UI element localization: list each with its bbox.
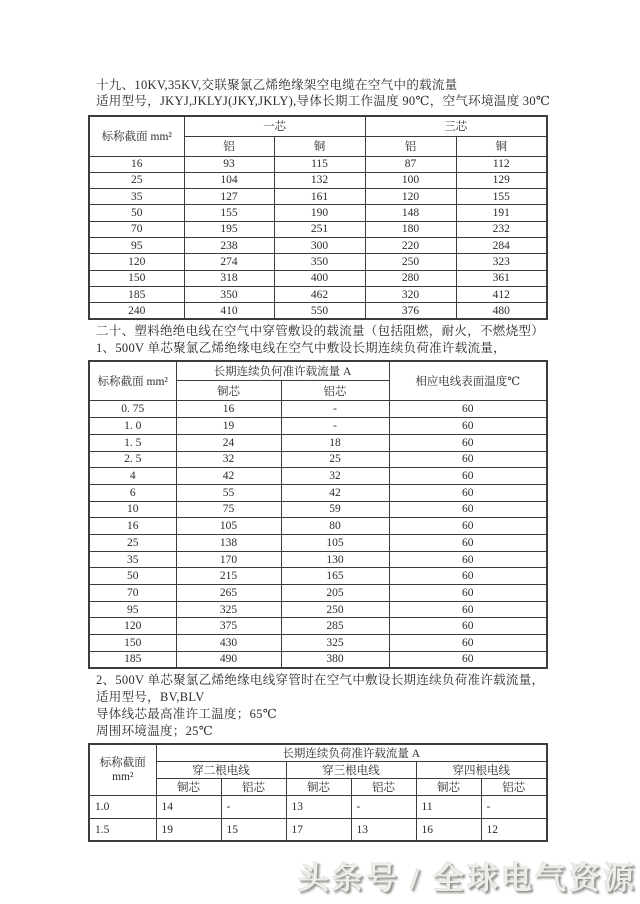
table-cell: 238 [184, 237, 274, 253]
table-cell: 80 [281, 518, 389, 535]
section20-title: 二十、塑料绝绝电线在空气中穿管敷设的载流量（包括阻燃，耐火，不燃烧型） [96, 323, 545, 338]
column-header-aluminum-core: 铝芯 [281, 381, 389, 401]
table-cell: 274 [184, 254, 274, 270]
table-row [89, 501, 547, 518]
table-cell: 12 [481, 818, 547, 841]
table-cell: 15 [221, 818, 286, 841]
table-row [89, 303, 547, 319]
table-cell: 323 [456, 254, 547, 270]
column-header-section: 标称截面 mm² [89, 361, 176, 401]
table-cell: 265 [176, 585, 281, 602]
column-header-copper-core: 铜芯 [156, 778, 221, 795]
column-header-aluminum: 铝 [184, 136, 274, 156]
table-row [89, 286, 547, 302]
table-cell: 13 [351, 818, 416, 841]
table-cell: 60 [389, 651, 547, 668]
table-cell: 50 [89, 568, 176, 585]
table-cell: 1. 0 [89, 418, 176, 435]
column-header-three-wires: 穿三根电线 [286, 761, 416, 778]
table-row [89, 237, 547, 253]
table-cell: 132 [274, 172, 365, 188]
column-header-aluminum-core: 铝芯 [481, 778, 547, 795]
table-cell: 205 [281, 585, 389, 602]
column-header-aluminum-core: 铝芯 [221, 778, 286, 795]
table-cell: 4 [89, 468, 176, 485]
table-cell: 24 [176, 434, 281, 451]
column-header-copper-core: 铜芯 [176, 381, 281, 401]
table-row [89, 568, 547, 585]
table-cell: 190 [274, 205, 365, 221]
table-cell: 155 [184, 205, 274, 221]
table-subheader-row [89, 761, 547, 778]
table-cell: 60 [389, 601, 547, 618]
table-cell: - [281, 401, 389, 418]
table-cell: 430 [176, 635, 281, 652]
table-cell: 6 [89, 484, 176, 501]
table-row [89, 189, 547, 205]
table-row [89, 635, 547, 652]
table-cell: 17 [286, 818, 351, 841]
table-cell: 11 [416, 795, 481, 818]
table-cell: 93 [184, 156, 274, 172]
column-header-copper-core: 铜芯 [286, 778, 351, 795]
column-header-single-core: 一芯 [184, 116, 365, 136]
table-cell: 232 [456, 221, 547, 237]
table-cell: 350 [274, 254, 365, 270]
table-row [89, 401, 547, 418]
table-cell: 284 [456, 237, 547, 253]
table-row [89, 468, 547, 485]
table-cell: 50 [89, 205, 184, 221]
table-overhead-cable-ampacity [88, 115, 548, 320]
table-row [89, 434, 547, 451]
table-cell: 75 [176, 501, 281, 518]
column-header-copper: 铜 [274, 136, 365, 156]
section20-item2-line1: 2、500V 单芯聚氯乙烯绝缘电线穿管时在空气中敷设长期连续负荷准许载流量， [96, 672, 545, 687]
table-cell: - [351, 795, 416, 818]
section20-item2-line4: 周围环境温度；25℃ [96, 723, 213, 738]
table-cell: 480 [456, 303, 547, 319]
table-cell: 32 [281, 468, 389, 485]
table-cell: 325 [281, 635, 389, 652]
column-header-copper: 铜 [456, 136, 547, 156]
table-row [89, 651, 547, 668]
table-cell: 60 [389, 534, 547, 551]
table-cell: 105 [176, 518, 281, 535]
table-cell: 350 [184, 286, 274, 302]
table-cell: 19 [156, 818, 221, 841]
column-header-copper-core: 铜芯 [416, 778, 481, 795]
table-cell: 60 [389, 618, 547, 635]
table-cell: 120 [89, 618, 176, 635]
table-cell: 150 [89, 635, 176, 652]
table-row [89, 585, 547, 602]
table-cell: 16 [176, 401, 281, 418]
table-cell: 0. 75 [89, 401, 176, 418]
table-cell: 2. 5 [89, 451, 176, 468]
table-row [89, 518, 547, 535]
table-cell: 42 [281, 484, 389, 501]
table-cell: 320 [365, 286, 456, 302]
table-cell: 161 [274, 189, 365, 205]
table-cell: 1.0 [89, 795, 156, 818]
table-row [89, 172, 547, 188]
table-row [89, 601, 547, 618]
table-cell: 13 [286, 795, 351, 818]
table-cell: 70 [89, 221, 184, 237]
table-cell: 60 [389, 484, 547, 501]
table-cell: 60 [389, 401, 547, 418]
table-header-row [89, 744, 547, 762]
column-header-three-core: 三芯 [365, 116, 547, 136]
table-cell: 10 [89, 501, 176, 518]
table-cell: 60 [389, 468, 547, 485]
table-row [89, 156, 547, 172]
table-cell: 490 [176, 651, 281, 668]
table-cell: 300 [274, 237, 365, 253]
table-cell: 105 [281, 534, 389, 551]
table-cell: 32 [176, 451, 281, 468]
table-cell: 14 [156, 795, 221, 818]
table-cell: 18 [281, 434, 389, 451]
section19-subtitle: 适用型号，JKYJ,JKLYJ(JKY,JKLY),导体长期工作温度 90℃，空气环境温度 30℃ [96, 94, 551, 108]
section20-item2-line3: 导体线芯最高准许工温度；65℃ [96, 706, 277, 721]
table-cell: 87 [365, 156, 456, 172]
table-cell: - [281, 418, 389, 435]
table-cell: 129 [456, 172, 547, 188]
table-cell: 127 [184, 189, 274, 205]
table-cell: 240 [89, 303, 184, 319]
table-cell: 215 [176, 568, 281, 585]
table-cell: 462 [274, 286, 365, 302]
table-cell: 195 [184, 221, 274, 237]
table-cell: 70 [89, 585, 176, 602]
table-row [89, 795, 547, 818]
table-cell: 112 [456, 156, 547, 172]
table-cell: 95 [89, 601, 176, 618]
column-header-section: 标称截面 mm² [89, 116, 184, 156]
table-cell: 95 [89, 237, 184, 253]
table-cell: 130 [281, 551, 389, 568]
table-cell: 380 [281, 651, 389, 668]
table-header-row [89, 116, 547, 136]
table-row [89, 451, 547, 468]
table-cell: 25 [89, 534, 176, 551]
table-cell: 361 [456, 270, 547, 286]
table-cell: 325 [176, 601, 281, 618]
table-cell: 115 [274, 156, 365, 172]
table-cell: 376 [365, 303, 456, 319]
table-cell: 375 [176, 618, 281, 635]
table-cell: 170 [176, 551, 281, 568]
table-cell: 250 [365, 254, 456, 270]
table-wire-in-air-ampacity [88, 360, 548, 669]
table-cell: 1. 5 [89, 434, 176, 451]
table-cell: 16 [89, 518, 176, 535]
table-cell: 60 [389, 518, 547, 535]
table-row [89, 551, 547, 568]
table-cell: 185 [89, 286, 184, 302]
table-cell: - [481, 795, 547, 818]
table-cell: 16 [89, 156, 184, 172]
table-row [89, 221, 547, 237]
table-cell: 16 [416, 818, 481, 841]
table-cell: 25 [89, 172, 184, 188]
section19-title: 十九、10KV,35KV,交联聚氯乙烯绝缘架空电缆在空气中的载流量 [96, 78, 458, 92]
table-cell: 412 [456, 286, 547, 302]
table-cell: 165 [281, 568, 389, 585]
table-cell: 1.5 [89, 818, 156, 841]
table-cell: 180 [365, 221, 456, 237]
table-cell: 55 [176, 484, 281, 501]
table-cell: 155 [456, 189, 547, 205]
table-row [89, 534, 547, 551]
table-cell: 42 [176, 468, 281, 485]
table-cell: 280 [365, 270, 456, 286]
table-cell: 60 [389, 418, 547, 435]
table-cell: 60 [389, 551, 547, 568]
table-cell: 148 [365, 205, 456, 221]
table-row [89, 418, 547, 435]
column-header-section: 标称截面 mm² [89, 744, 156, 796]
table-cell: 35 [89, 189, 184, 205]
table-cell: 550 [274, 303, 365, 319]
table-cell: 150 [89, 270, 184, 286]
table-cell: 220 [365, 237, 456, 253]
table-cell: 60 [389, 635, 547, 652]
table-row [89, 618, 547, 635]
watermark-toutiao: 头条号 / 全球电气资源 [297, 861, 637, 896]
table-wire-in-conduit-ampacity [88, 743, 548, 843]
table-cell: 191 [456, 205, 547, 221]
table-cell: 251 [274, 221, 365, 237]
table-cell: 318 [184, 270, 274, 286]
table-cell: 59 [281, 501, 389, 518]
table-cell: 25 [281, 451, 389, 468]
table-cell: 285 [281, 618, 389, 635]
table-cell: 60 [389, 585, 547, 602]
table-cell: 35 [89, 551, 176, 568]
table-cell: 19 [176, 418, 281, 435]
table-cell: 410 [184, 303, 274, 319]
table-cell: 400 [274, 270, 365, 286]
column-header-two-wires: 穿二根电线 [156, 761, 286, 778]
table-row [89, 818, 547, 841]
column-header-aluminum-core: 铝芯 [351, 778, 416, 795]
table-cell: 100 [365, 172, 456, 188]
table-row [89, 270, 547, 286]
table-cell: 120 [89, 254, 184, 270]
column-header-continuous-load: 长期连续负荷准许载流量 A [156, 744, 547, 762]
table-cell: 138 [176, 534, 281, 551]
column-header-aluminum: 铝 [365, 136, 456, 156]
table-row [89, 205, 547, 221]
table-row [89, 254, 547, 270]
table-cell: 120 [365, 189, 456, 205]
table-cell: 250 [281, 601, 389, 618]
table-cell: 60 [389, 501, 547, 518]
table-cell: 185 [89, 651, 176, 668]
column-header-continuous-load: 长期连续负何准许载流量 A [176, 361, 389, 381]
column-header-four-wires: 穿四根电线 [416, 761, 547, 778]
table-cell: 60 [389, 568, 547, 585]
column-header-surface-temp: 相应电线表面温度℃ [389, 361, 547, 401]
section20-item2-line2: 适用型号，BV,BLV [96, 689, 205, 704]
section20-item1-title: 1、500V 单芯聚氯乙烯绝缘电线在空气中敷设长期连续负荷准许载流量， [96, 340, 506, 355]
table-row [89, 484, 547, 501]
table-cell: 104 [184, 172, 274, 188]
table-header-row [89, 361, 547, 381]
table-subheader-row [89, 778, 547, 795]
table-cell: 60 [389, 451, 547, 468]
document-content [88, 77, 551, 842]
table-cell: - [221, 795, 286, 818]
table-cell: 60 [389, 434, 547, 451]
